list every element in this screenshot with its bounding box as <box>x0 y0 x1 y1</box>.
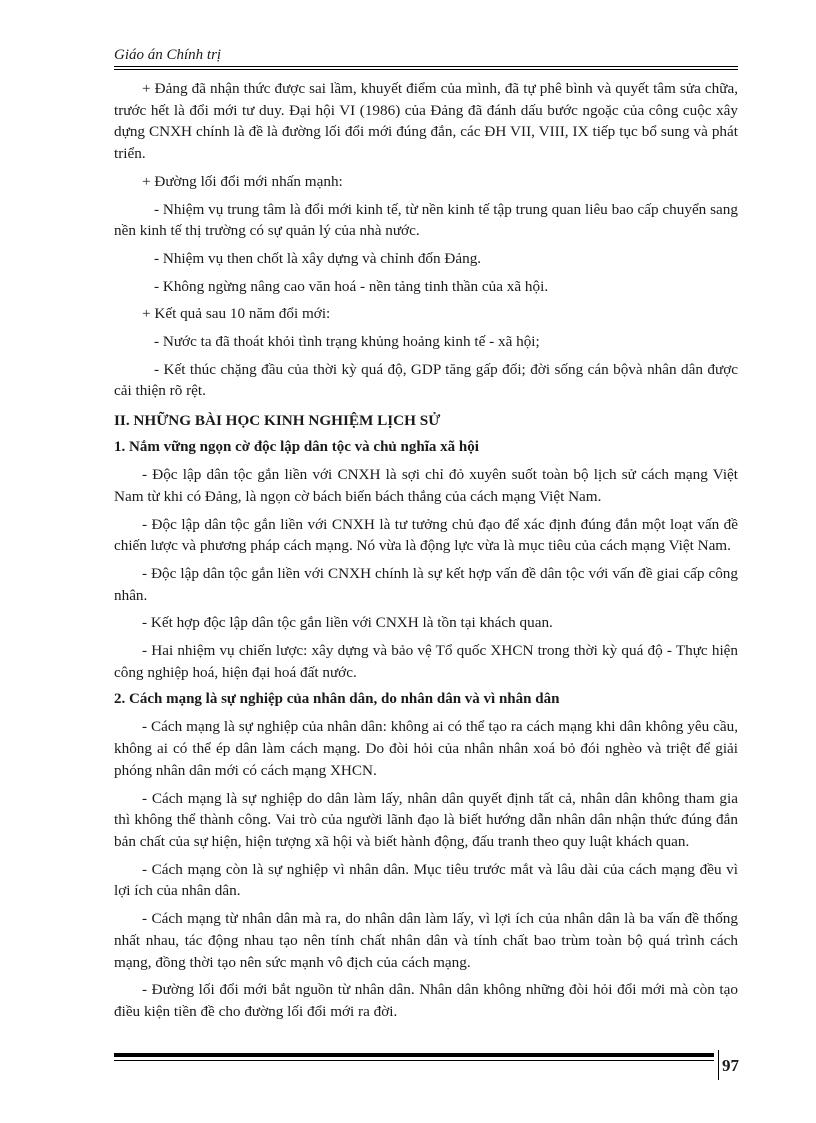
page-number: 97 <box>722 1056 739 1075</box>
header-rule-double <box>114 69 738 70</box>
paragraph: - Cách mạng từ nhân dân mà ra, do nhân dân làm lấy, vì lợi ích của nhân dân là ba vấn đề thống nhất nhau, tác động nhau tạo nên tính chất nhân dân và tính chất bao trùm toàn bộ quá trình cách mạng, đồng thời tạo nên sức mạnh vô địch của cách mạng. <box>114 910 738 971</box>
footer-rule-thick <box>114 1053 714 1057</box>
page-content <box>114 78 738 1029</box>
paragraph: - Hai nhiệm vụ chiến lược: xây dựng và bảo vệ Tổ quốc XHCN trong thời kỳ quá độ - Thực hiện công nghiệp hoá, hiện đại hoá đất nước. <box>114 642 738 681</box>
paragraph: - Nhiệm vụ trung tâm là đổi mới kinh tế, từ nền kinh tế tập trung quan liêu bao cấp chuyển sang nền kinh tế thị trường có sự quản lý của nhà nước. <box>114 200 738 240</box>
paragraph: - Cách mạng là sự nghiệp do dân làm lấy, nhân dân quyết định tất cả, nhân dân không tham gia thì không thể thành công. Vai trò của người lãnh đạo là biết hướng dẫn nhân dân nhận thức đúng đắn bản chất của sự hiện, hiện tượng xã hội và biết hành động, đấu tranh theo quy luật khách quan. <box>114 789 738 850</box>
footer-divider <box>718 1050 719 1080</box>
header-title: Giáo án Chính trị <box>114 47 222 63</box>
subsection-heading: 2. Cách mạng là sự nghiệp của nhân dân, do nhân dân và vì nhân dân <box>114 691 560 708</box>
paragraph: - Cách mạng là sự nghiệp của nhân dân: không ai có thể tạo ra cách mạng khi dân không yêu cầu, không ai có thể ép dân làm cách mạng. Do đòi hỏi của nhân nhân xoá bỏ đói nghèo và triệt để giải phóng nhân dân mới có cách mạng XHCN. <box>114 718 738 779</box>
paragraph: - Nhiệm vụ then chốt là xây dựng và chỉnh đốn Đảng. <box>154 249 482 267</box>
paragraph: - Không ngừng nâng cao văn hoá - nền tảng tinh thần của xã hội. <box>154 277 549 295</box>
paragraph: - Độc lập dân tộc gắn liền với CNXH là tư tưởng chủ đạo để xác định đúng đắn một loạt vấn đề chiến lược và phương pháp cách mạng. Nó vừa là động lực vừa là mục tiêu của cách mạng Việt Nam. <box>114 515 738 555</box>
paragraph: - Nước ta đã thoát khỏi tình trạng khủng hoảng kinh tế - xã hội; <box>154 333 540 351</box>
footer-rule-thin <box>114 1060 714 1061</box>
header-rule <box>114 66 738 67</box>
page-header <box>114 46 738 64</box>
paragraph: - Độc lập dân tộc gắn liền với CNXH chính là sự kết hợp vấn đề dân tộc với vấn đề giai cấp công nhân. <box>114 564 738 604</box>
paragraph: - Độc lập dân tộc gắn liền với CNXH là sợi chỉ đỏ xuyên suốt toàn bộ lịch sử cách mạng Việt Nam từ khi có Đảng, là ngọn cờ bách biến bách thắng của cách mạng Việt Nam. <box>114 466 738 505</box>
paragraph: + Đường lối đổi mới nhấn mạnh: <box>142 172 343 190</box>
paragraph: - Kết hợp độc lập dân tộc gắn liền với CNXH là tồn tại khách quan. <box>142 614 553 632</box>
paragraph: - Đường lối đổi mới bắt nguồn từ nhân dân. Nhân dân không những đòi hỏi đổi mới mà còn tạo điều kiện tiền đề cho đường lối đổi mới ra đời. <box>114 981 738 1020</box>
paragraph: - Kết thúc chặng đầu của thời kỳ quá độ, GDP tăng gấp đối; đời sống cán bộvà nhân dân được cải thiện rõ rệt. <box>114 360 738 400</box>
page-footer <box>114 1050 738 1080</box>
paragraph: + Đảng đã nhận thức được sai lầm, khuyết điểm của mình, đã tự phê bình và quyết tâm sửa chữa, trước hết là đổi mới tư duy. Đại hội VI (1986) của Đảng đã đánh dấu bước ngoặc của công cuộc xây dựng CNXH chính là đề là đường lối đổi mới đúng đắn, các ĐH VII, VIII, IX tiếp tục bổ sung và phát triển. <box>114 80 738 163</box>
subsection-heading: 1. Nắm vững ngọn cờ độc lập dân tộc và chủ nghĩa xã hội <box>114 439 479 456</box>
section-heading: II. NHỮNG BÀI HỌC KINH NGHIỆM LỊCH SỬ <box>114 412 441 430</box>
paragraph: + Kết quả sau 10 năm đổi mới: <box>142 305 331 323</box>
paragraph: - Cách mạng còn là sự nghiệp vì nhân dân. Mục tiêu trước mắt và lâu dài của cách mạng đều vì lợi ích của nhân dân. <box>114 860 738 900</box>
